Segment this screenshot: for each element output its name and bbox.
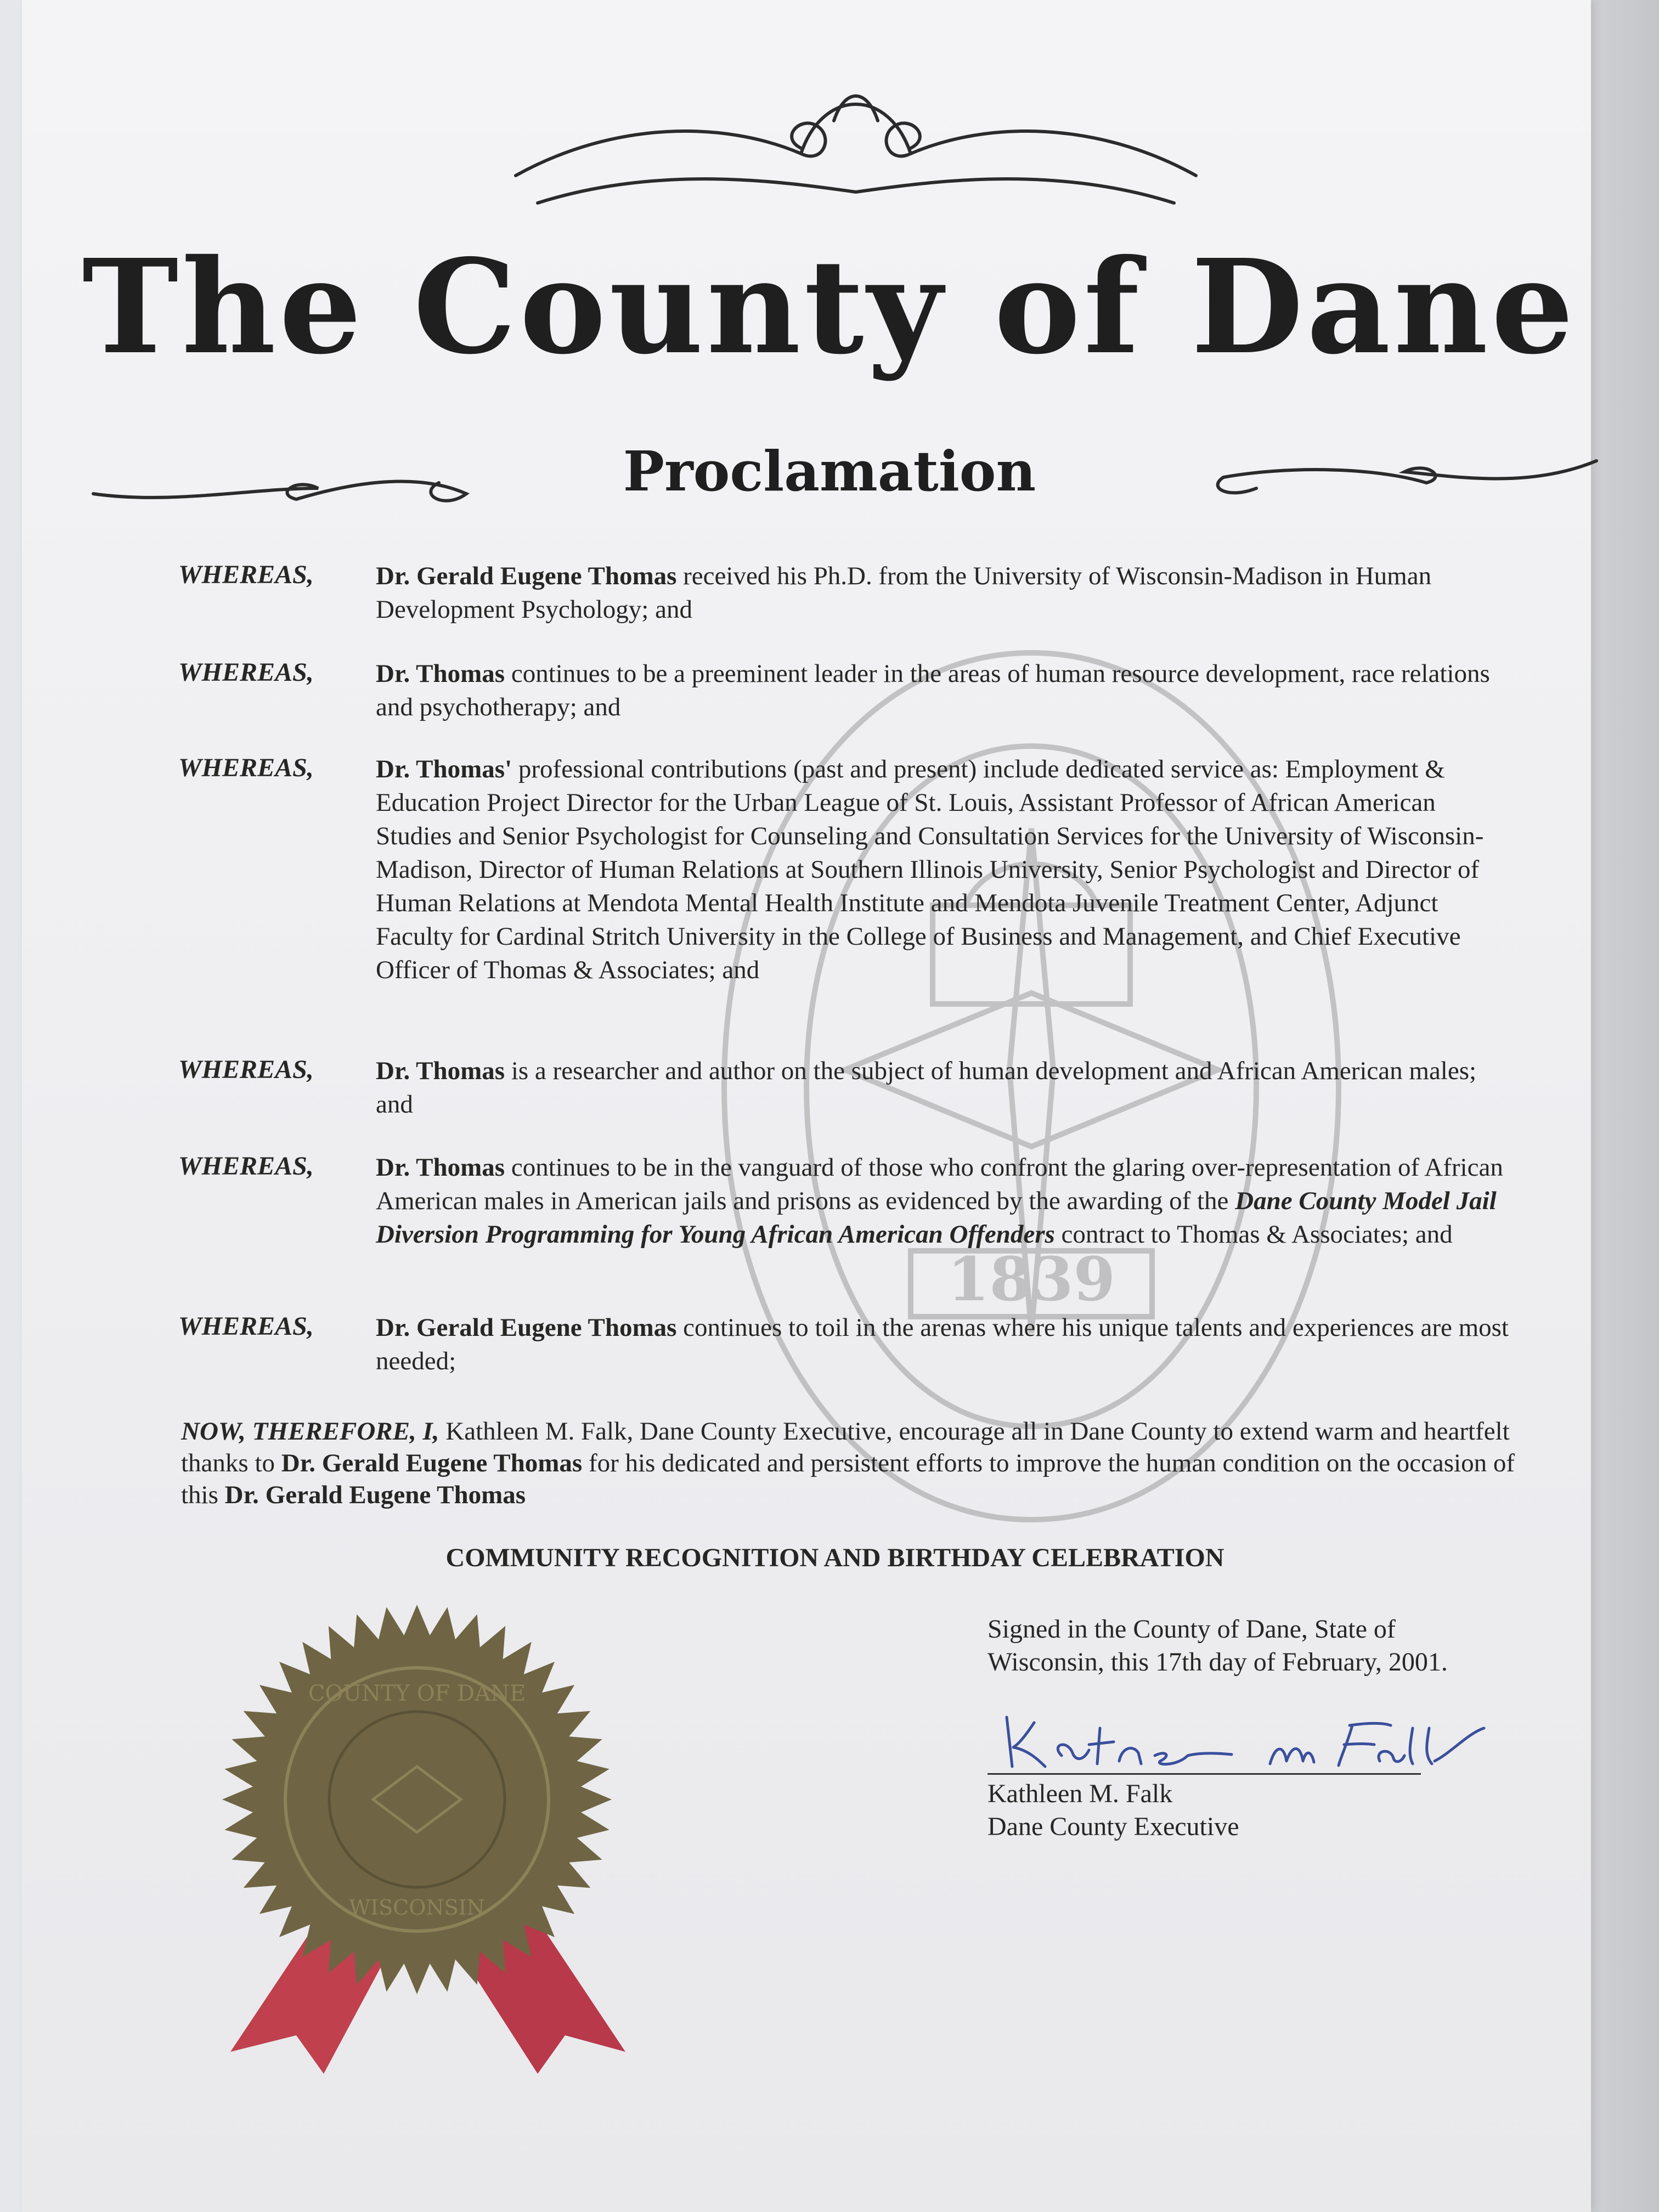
clause-text — [376, 1054, 1517, 1121]
whereas-label: WHEREAS, — [178, 560, 314, 589]
clause-body: is a researcher and author on the subject of human development and African American males; and — [376, 1057, 1477, 1119]
clause-body-end: contract to Thomas & Associates; and — [1054, 1220, 1453, 1249]
honoree-name: Dr. Thomas — [376, 1153, 505, 1182]
signature-line — [988, 1773, 1421, 1775]
honoree-name: Dr. Gerald Eugene Thomas — [376, 1313, 677, 1342]
signed-line-1: Signed in the County of Dane, State of — [988, 1615, 1396, 1644]
therefore-text: Kathleen M. Falk, Dane County Executive, encourage all in Dane County to extend warm and heartfelt thanks to — [181, 1417, 1510, 1477]
whereas-label: WHEREAS, — [178, 1055, 314, 1084]
clause-text — [376, 753, 1517, 987]
honoree-name: Dr. Thomas' — [376, 755, 512, 783]
therefore-lead: NOW, THEREFORE, I, — [181, 1417, 439, 1446]
seal-bottom-text: WISCONSIN — [349, 1895, 485, 1920]
whereas-label: WHEREAS, — [178, 753, 314, 782]
signer-block — [988, 1778, 1239, 1843]
clause-body: continues to be a preeminent leader in the areas of human resource development, race relations and psychotherapy; and — [376, 659, 1490, 721]
celebration-heading: COMMUNITY RECOGNITION AND BIRTHDAY CELEBRATION — [445, 1543, 1224, 1572]
therefore-paragraph — [181, 1415, 1520, 1511]
right-flourish-ornament — [1174, 444, 1602, 505]
honoree-name: Dr. Gerald Eugene Thomas — [224, 1481, 526, 1509]
clause-body: continues to be in the vanguard of those who confront the glaring over-representation of African American males in American jails and prisons as evidenced by the awarding of the — [376, 1153, 1503, 1215]
seal-top-text: COUNTY OF DANE — [308, 1681, 526, 1706]
clause-body: received his Ph.D. from the University of Wisconsin-Madison in Human Development Psychology; and — [376, 562, 1432, 624]
handwritten-signature — [996, 1701, 1489, 1778]
program-name: Dane County Model Jail Diversion Programming for Young African American Offenders — [376, 1187, 1497, 1249]
honoree-name: Dr. Thomas — [376, 1057, 505, 1085]
signed-statement — [988, 1613, 1536, 1679]
honoree-name: Dr. Gerald Eugene Thomas — [281, 1449, 583, 1477]
therefore-text: for his dedicated and persistent efforts to improve the human condition on the occasion of this — [181, 1449, 1515, 1509]
whereas-label: WHEREAS, — [178, 1312, 314, 1341]
top-flourish-ornament — [494, 55, 1218, 219]
whereas-label: WHEREAS, — [178, 1152, 314, 1181]
signed-line-2: Wisconsin, this 17th day of February, 2001. — [988, 1647, 1448, 1677]
honoree-name: Dr. Gerald Eugene Thomas — [376, 562, 677, 590]
document-subtitle: Proclamation — [623, 439, 1036, 504]
clause-text — [376, 657, 1517, 724]
clause-text — [376, 1151, 1517, 1251]
signer-name: Kathleen M. Falk — [988, 1779, 1173, 1808]
document-title: The County of Dane — [82, 230, 1577, 383]
seal-year: 1839 — [947, 1244, 1116, 1314]
signer-title: Dane County Executive — [988, 1812, 1239, 1841]
whereas-label: WHEREAS, — [178, 658, 314, 687]
gold-seal-with-ribbon — [208, 1580, 625, 2074]
clause-body: professional contributions (past and present) include dedicated service as: Employment & Education Project Director for the Urban League of St. Louis, Assistant Professor of African American Studies and Senior Psychologist for Counseling and Consultation Services for the University of Wisconsin-Madison, Director of Human Relations at Southern Illinois University, Senior Psychologist and Director of Human Relations at Mendota Mental Health Institute and Mendota Juvenile Treatment Center, Adjunct Faculty for Cardinal Stritch University in the College of Business and Management, and Chief Executive Officer of Thomas & Associates; and — [376, 755, 1484, 984]
clause-text — [376, 1311, 1517, 1378]
clause-body: continues to toil in the arenas where his unique talents and experiences are most needed; — [376, 1313, 1509, 1375]
honoree-name: Dr. Thomas — [376, 659, 505, 688]
clause-text — [376, 560, 1517, 627]
